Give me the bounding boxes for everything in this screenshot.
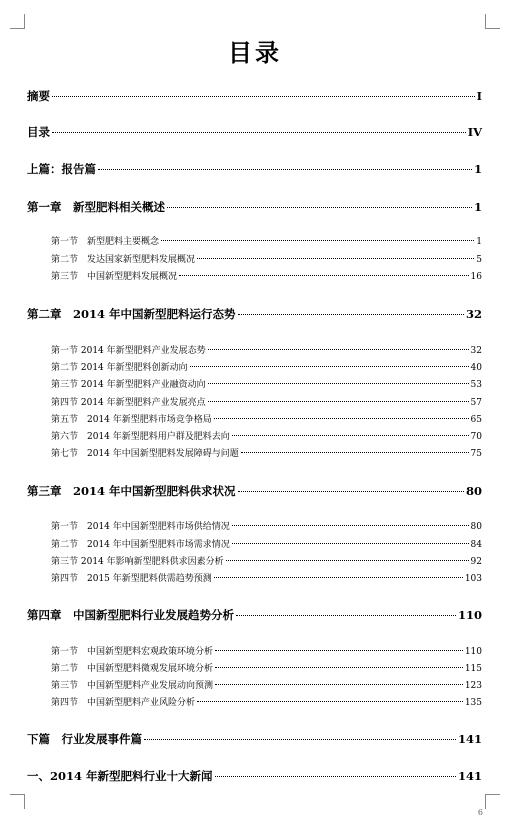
toc-section-entry[interactable] <box>51 661 482 677</box>
toc-leader-dots <box>232 525 469 526</box>
toc-entry-title: 一、2014 年新型肥料行业十大新闻 <box>27 769 213 783</box>
toc-entry-page: 84 <box>470 540 482 550</box>
toc-leader-dots <box>236 615 456 616</box>
toc-leader-dots <box>215 776 456 777</box>
toc-entry-title: 上篇：报告篇 <box>27 162 96 176</box>
toc-section-entry[interactable] <box>51 234 482 250</box>
toc-entry-title: 第七节 2014 年中国新型肥料发展障碍与问题 <box>51 449 239 459</box>
toc-leader-dots <box>52 96 475 97</box>
toc-entry-page: 70 <box>470 432 482 442</box>
toc-leader-dots <box>238 491 464 492</box>
toc-entry-page: 110 <box>457 608 482 622</box>
toc-section-entry[interactable] <box>51 429 482 445</box>
toc-leader-dots <box>161 240 474 241</box>
crop-mark-bottom-left <box>10 794 25 809</box>
toc-chapter-entry[interactable] <box>27 607 482 623</box>
toc-leader-dots <box>98 169 472 170</box>
toc-leader-dots <box>208 349 469 350</box>
toc-chapter-entry[interactable] <box>27 88 482 104</box>
toc-entry-title: 第六节 2014 年新型肥料用户群及肥料去向 <box>51 432 230 442</box>
crop-mark-top-right <box>485 14 500 29</box>
toc-section-entry[interactable] <box>51 395 482 411</box>
toc-entry-page: 40 <box>470 363 482 373</box>
toc-leader-dots <box>215 684 463 685</box>
toc-entry-page: 110 <box>464 647 482 657</box>
toc-entry-title: 第四节 中国新型肥料产业风险分析 <box>51 698 196 708</box>
toc-leader-dots <box>190 366 469 367</box>
toc-leader-dots <box>197 258 474 259</box>
toc-chapter-entry[interactable] <box>27 483 482 499</box>
toc-chapter-entry[interactable] <box>27 124 482 140</box>
toc-leader-dots <box>208 401 469 402</box>
crop-mark-bottom-right <box>485 794 500 809</box>
toc-chapter-entry[interactable] <box>27 306 482 322</box>
toc-entry-page: IV <box>467 125 482 139</box>
toc-entry-page: 1 <box>473 162 482 176</box>
toc-entry-page: 65 <box>470 415 482 425</box>
toc-entry-page: 141 <box>457 769 482 783</box>
toc-entry-title: 第二节 2014 年新型肥料创新动向 <box>51 363 188 373</box>
toc-entry-page: 92 <box>470 557 482 567</box>
toc-section-entry[interactable] <box>51 252 482 268</box>
toc-leader-dots <box>215 650 463 651</box>
toc-entry-title: 第一节 2014 年新型肥料产业发展态势 <box>51 346 206 356</box>
toc-entry-page: 32 <box>470 346 482 356</box>
toc-leader-dots <box>214 577 463 578</box>
toc-section-entry[interactable] <box>51 678 482 694</box>
toc-entry-page: 1 <box>473 200 482 214</box>
toc-chapter-entry[interactable] <box>27 731 482 747</box>
toc-section-entry[interactable] <box>51 360 482 376</box>
toc-entry-title: 第一节 中国新型肥料宏观政策环境分析 <box>51 647 214 657</box>
toc-entry-page: 75 <box>470 449 482 459</box>
toc-leader-dots <box>226 560 469 561</box>
toc-entry-page: 123 <box>464 681 482 691</box>
toc-entry-title: 第二节 发达国家新型肥料发展概况 <box>51 255 196 265</box>
toc-entry-page: 135 <box>464 698 482 708</box>
page-title: 目录 <box>228 38 282 67</box>
toc-leader-dots <box>179 275 469 276</box>
toc-leader-dots <box>232 435 469 436</box>
toc-section-entry[interactable] <box>51 519 482 535</box>
toc-entry-title: 第四节 2014 年新型肥料产业发展亮点 <box>51 398 206 408</box>
toc-entry-page: 57 <box>470 398 482 408</box>
toc-entry-title: 第二节 中国新型肥料微观发展环境分析 <box>51 664 214 674</box>
toc-leader-dots <box>215 667 463 668</box>
toc-entry-page: 80 <box>465 484 482 498</box>
toc-entry-title: 第二节 2014 年中国新型肥料市场需求情况 <box>51 540 230 550</box>
toc-section-entry[interactable] <box>51 269 482 285</box>
toc-section-entry[interactable] <box>51 446 482 462</box>
toc-entry-page: 80 <box>470 522 482 532</box>
toc-section-entry[interactable] <box>51 343 482 359</box>
toc-leader-dots <box>197 701 463 702</box>
toc-entry-page: 141 <box>457 732 482 746</box>
toc-entry-title: 第三章 2014 年中国新型肥料供求状况 <box>27 484 236 498</box>
toc-section-entry[interactable] <box>51 571 482 587</box>
page-number: 6 <box>477 808 483 817</box>
toc-section-entry[interactable] <box>51 644 482 660</box>
toc-leader-dots <box>52 132 466 133</box>
toc-entry-title: 第三节 中国新型肥料发展概况 <box>51 272 178 282</box>
toc-section-entry[interactable] <box>51 412 482 428</box>
toc-entry-page: 32 <box>465 307 482 321</box>
toc-entry-page: I <box>476 89 482 103</box>
toc-leader-dots <box>167 207 472 208</box>
toc-entry-page: 115 <box>464 664 482 674</box>
toc-entry-title: 摘要 <box>27 89 50 103</box>
toc-entry-title: 第一章 新型肥料相关概述 <box>27 200 165 214</box>
toc-leader-dots <box>208 383 469 384</box>
toc-chapter-entry[interactable] <box>27 199 482 215</box>
toc-section-entry[interactable] <box>51 537 482 553</box>
toc-entry-title: 第五节 2014 年新型肥料市场竞争格局 <box>51 415 212 425</box>
toc-entry-page: 53 <box>470 380 482 390</box>
crop-mark-top-left <box>10 14 25 29</box>
toc-entry-page: 16 <box>470 272 482 282</box>
toc-leader-dots <box>144 739 456 740</box>
toc-section-entry[interactable] <box>51 554 482 570</box>
toc-leader-dots <box>241 452 469 453</box>
toc-leader-dots <box>238 314 464 315</box>
toc-entry-page: 1 <box>476 237 482 247</box>
toc-entry-title: 第三节 中国新型肥料产业发展动向预测 <box>51 681 214 691</box>
toc-leader-dots <box>232 543 469 544</box>
toc-entry-title: 第一节 2014 年中国新型肥料市场供给情况 <box>51 522 230 532</box>
toc-entry-title: 目录 <box>27 125 50 139</box>
toc-entry-page: 5 <box>476 255 482 265</box>
toc-entry-title: 第二章 2014 年中国新型肥料运行态势 <box>27 307 236 321</box>
toc-entry-page: 103 <box>464 574 482 584</box>
toc-section-entry[interactable] <box>51 695 482 711</box>
toc-entry-title: 第四章 中国新型肥料行业发展趋势分析 <box>27 608 234 622</box>
toc-chapter-entry[interactable] <box>27 768 482 784</box>
toc-entry-title: 第三节 2014 年影响新型肥料供求因素分析 <box>51 557 224 567</box>
toc-entry-title: 下篇 行业发展事件篇 <box>27 732 142 746</box>
toc-section-entry[interactable] <box>51 377 482 393</box>
toc-entry-title: 第三节 2014 年新型肥料产业融资动向 <box>51 380 206 390</box>
toc-entry-title: 第一节 新型肥料主要概念 <box>51 237 160 247</box>
toc-chapter-entry[interactable] <box>27 161 482 177</box>
toc-entry-title: 第四节 2015 年新型肥料供需趋势预测 <box>51 574 212 584</box>
toc-leader-dots <box>214 418 469 419</box>
